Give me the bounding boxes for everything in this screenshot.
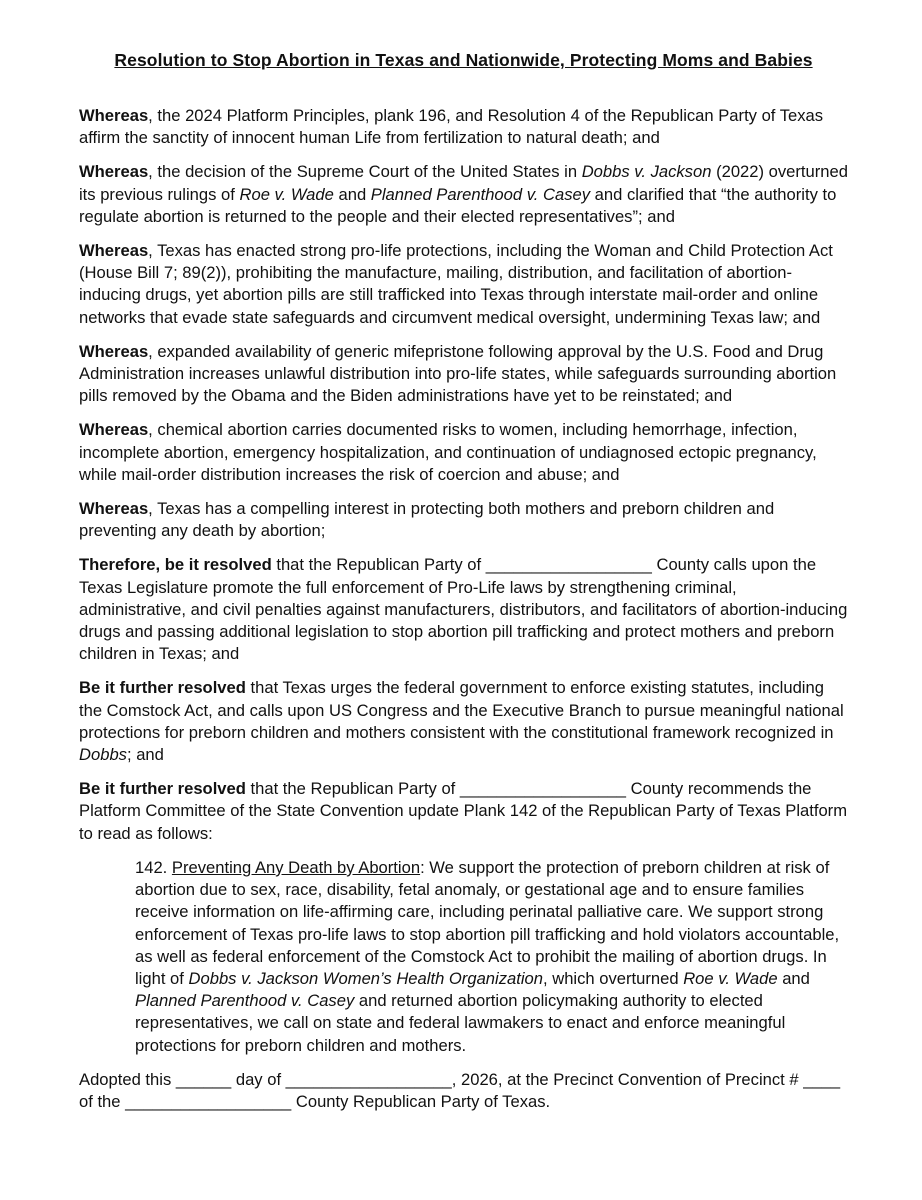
paragraph-lead: Therefore, be it resolved xyxy=(79,555,272,575)
paragraph-text: that the Republican Party of __________________ County calls upon the Texas Legislature promote the full enforcement of Pro-Life laws by strengthening criminal, administrative, and civil penalties against manufacturers, distributors, and facilitators of abortion-inducing drugs and passing additional legislation to stop abortion pill trafficking and protect mothers and preborn children in Texas; and xyxy=(79,555,848,664)
paragraph-lead: Be it further resolved xyxy=(79,779,246,799)
paragraph-text: , expanded availability of generic mifepristone following approval by the U.S. Food and Drug Administration increases unlawful distribution into pro-life states, while safeguards surrounding abortion pills removed by the Obama and the Biden administrations have yet to be reinstated; and xyxy=(79,341,837,406)
document-title: Resolution to Stop Abortion in Texas and Nationwide, Protecting Moms and Babies xyxy=(114,50,813,70)
paragraph-text: , chemical abortion carries documented risks to women, including hemorrhage, infection, incomplete abortion, emergency hospitalization, and continuation of undiagnosed ectopic pregnancy, while mail-order distribution increases the risk of coercion and abuse; and xyxy=(79,420,817,484)
paragraph-text: and xyxy=(333,184,371,204)
paragraph-text: ; and xyxy=(126,745,164,765)
paragraph-text: that the Republican Party of __________________ County recommends the Platform Committee of the State Convention update Plank 142 of the Republican Party of Texas Platform to read as follows: xyxy=(79,779,848,843)
paragraph-lead: Whereas xyxy=(79,420,149,440)
paragraph-text: (2022) overturned its previous rulings of xyxy=(79,162,848,204)
case-name: Roe v. Wade xyxy=(239,184,334,204)
case-name: Dobbs v. Jackson xyxy=(581,162,712,182)
paragraph-text: that Texas urges the federal government to enforce existing statutes, including the Comstock Act, and calls upon US Congress and the Executive Branch to pursue meaningful national protections for preborn children and mothers consistent with the constitutional framework recognized in xyxy=(79,678,844,742)
plank-text: and xyxy=(777,968,810,988)
paragraph-text: , Texas has enacted strong pro-life protections, including the Woman and Child Protection Act (House Bill 7; 89(2)), prohibiting the manufacture, mailing, distribution, and facilitation of abortion-inducing drugs, yet abortion pills are still trafficked into Texas through interstate mail-order and online networks that evade state safeguards and circumvent medical oversight, undermining Texas law; and xyxy=(79,241,833,327)
case-name: Planned Parenthood v. Casey xyxy=(370,184,591,204)
plank-text: and returned abortion policymaking authority to elected representatives, we call on state and federal lawmakers to enact and enforce meaningful protections for preborn children and mothers. xyxy=(135,991,786,1055)
paragraph-lead: Be it further resolved xyxy=(79,678,246,698)
whereas-paragraph-6 xyxy=(79,498,848,542)
case-name: Roe v. Wade xyxy=(683,968,778,988)
whereas-paragraph-1 xyxy=(79,105,848,149)
whereas-paragraph-3 xyxy=(79,240,848,329)
whereas-paragraph-4 xyxy=(79,341,848,408)
further-resolved-paragraph-2 xyxy=(79,778,848,845)
paragraph-lead: Whereas xyxy=(79,162,149,182)
paragraph-lead: Whereas xyxy=(79,106,149,125)
further-resolved-paragraph-1 xyxy=(79,677,848,766)
paragraph-text: , the 2024 Platform Principles, plank 196, and Resolution 4 of the Republican Party of Texas affirm the sanctity of innocent human Life from fertilization to natural death; and xyxy=(79,106,824,148)
plank-142-block xyxy=(135,857,848,1057)
case-name: Dobbs v. Jackson Women’s Health Organization xyxy=(188,968,543,988)
whereas-paragraph-2 xyxy=(79,161,848,228)
paragraph-text: and clarified that “the authority to regulate abortion is returned to the people and their elected representatives”; and xyxy=(79,184,837,226)
paragraph-lead: Whereas xyxy=(79,341,149,361)
plank-text: , which overturned xyxy=(543,968,684,988)
plank-heading: Preventing Any Death by Abortion xyxy=(171,857,421,877)
paragraph-lead: Whereas xyxy=(79,499,149,519)
adoption-statement: Adopted this ______ day of __________________, 2026, at the Precinct Convention of Precinct # ____ of the __________________ County Republican Party of Texas. xyxy=(79,1069,841,1111)
case-name: Planned Parenthood v. Casey xyxy=(135,991,355,1011)
plank-text: : We support the protection of preborn children at risk of abortion due to sex, race, disability, fetal anomaly, or gestational age and to ensure families receive information on life-affirming care, including perinatal palliative care. We support strong enforcement of Texas pro-life laws to stop abortion pill trafficking and hold violators accountable, as well as federal enforcement of the Comstock Act to prohibit the mailing of abortion drugs. In light of xyxy=(135,857,840,988)
paragraph-lead: Whereas xyxy=(79,241,149,261)
case-name: Dobbs xyxy=(79,745,127,765)
resolved-paragraph xyxy=(79,554,848,665)
plank-number: 142. xyxy=(135,857,172,877)
whereas-paragraph-5 xyxy=(79,419,848,486)
paragraph-text: , Texas has a compelling interest in protecting both mothers and preborn children and preventing any death by abortion; xyxy=(79,499,775,541)
paragraph-text: , the decision of the Supreme Court of the United States in xyxy=(148,162,582,182)
